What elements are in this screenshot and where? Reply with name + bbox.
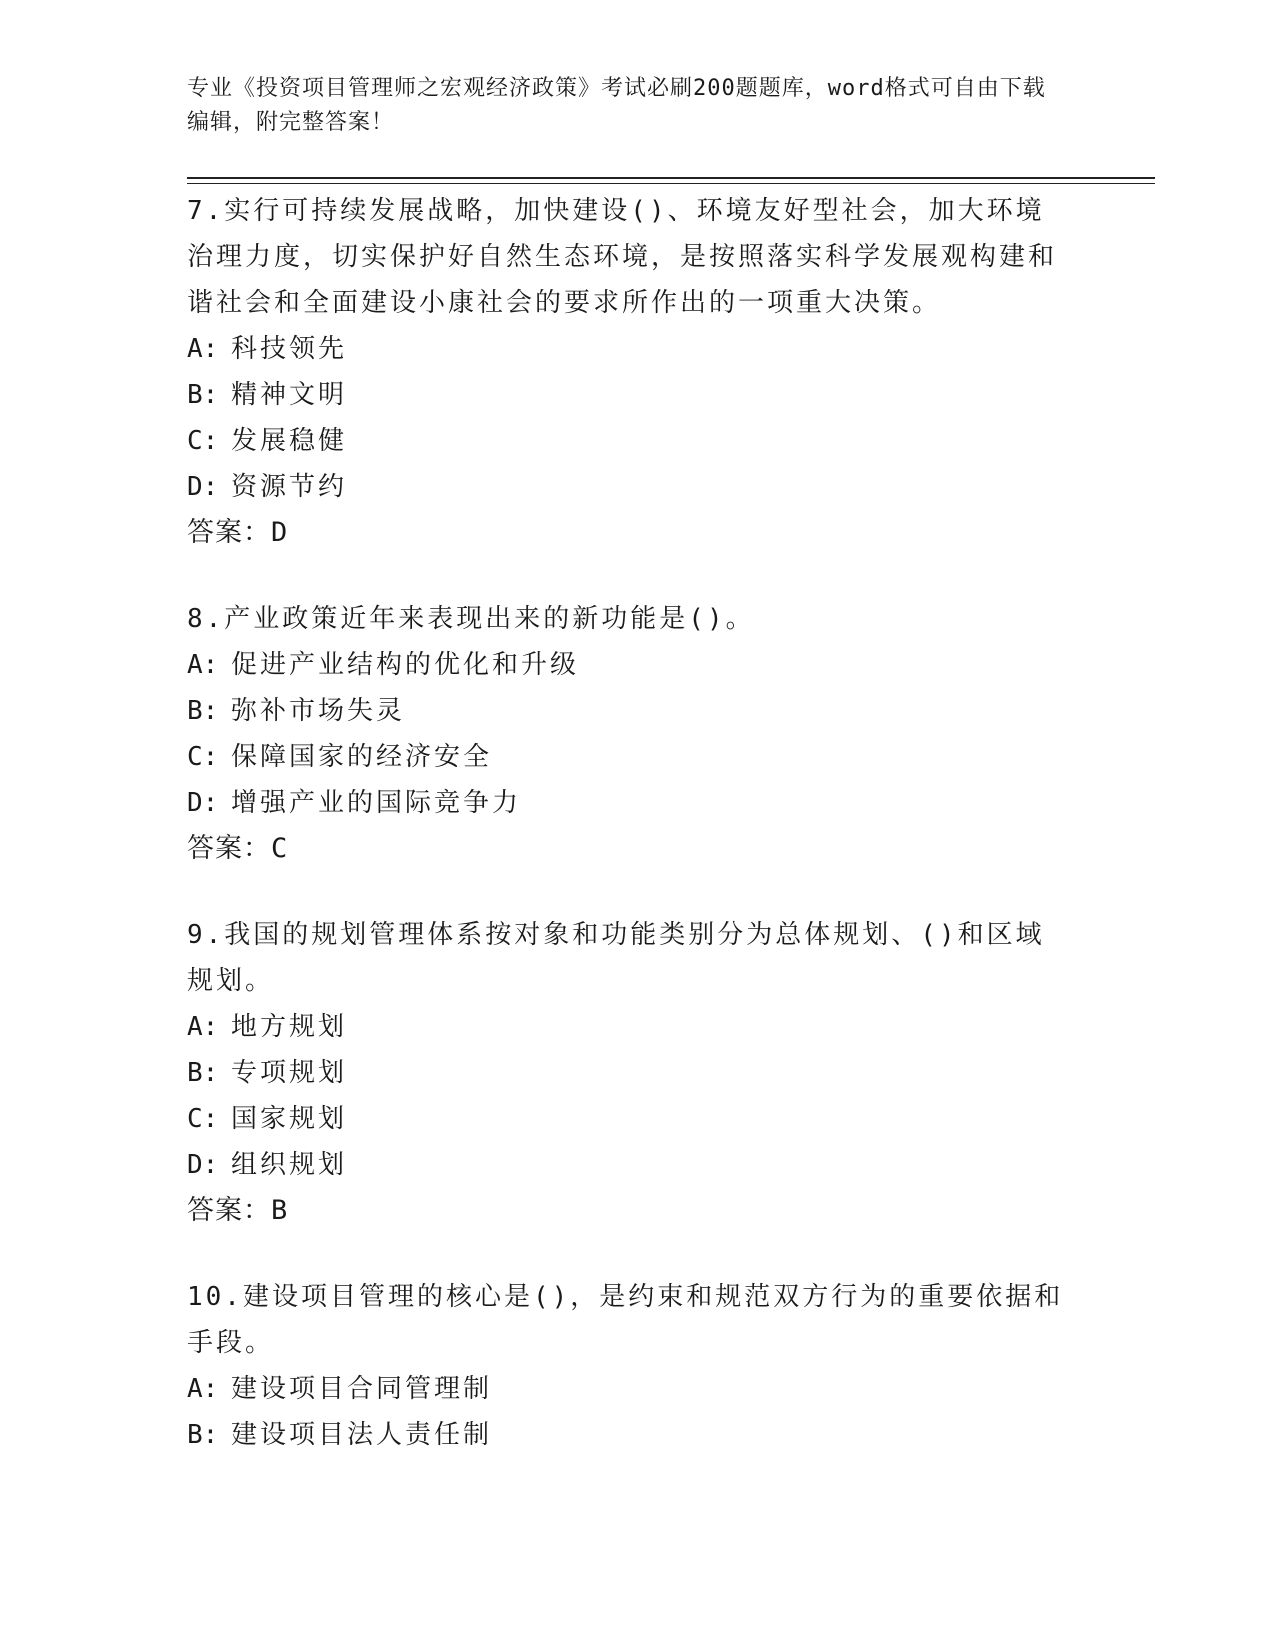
answer-line: 答案：C xyxy=(187,833,289,864)
option-b xyxy=(187,688,1067,734)
option-letter: B: xyxy=(187,380,219,410)
question-7 xyxy=(187,188,1067,556)
option-letter: D: xyxy=(187,472,219,502)
question-stem: 9.我国的规划管理体系按对象和功能类别分为总体规划、()和区域规划。 xyxy=(187,920,1045,996)
question-stem: 10.建设项目管理的核心是()，是约束和规范双方行为的重要依据和手段。 xyxy=(187,1282,1064,1358)
option-letter: A: xyxy=(187,1374,219,1404)
option-a xyxy=(187,1366,1067,1412)
option-d xyxy=(187,780,1067,826)
question-8 xyxy=(187,596,1067,872)
option-text: 组织规划 xyxy=(231,1150,348,1180)
option-letter: B: xyxy=(187,1058,219,1088)
question-list xyxy=(187,188,1067,1498)
option-letter: C: xyxy=(187,426,219,456)
option-text: 精神文明 xyxy=(231,380,348,410)
header-rule-thick xyxy=(187,177,1155,179)
option-a xyxy=(187,1004,1067,1050)
answer-line: 答案：D xyxy=(187,517,289,548)
option-b xyxy=(187,1050,1067,1096)
question-10 xyxy=(187,1274,1067,1458)
option-text: 弥补市场失灵 xyxy=(231,696,406,726)
option-text: 国家规划 xyxy=(231,1104,348,1134)
option-letter: A: xyxy=(187,650,219,680)
question-stem: 7.实行可持续发展战略，加快建设()、环境友好型社会，加大环境治理力度，切实保护好自然生态环境，是按照落实科学发展观构建和谐社会和全面建设小康社会的要求所作出的一项重大决策。 xyxy=(187,196,1058,318)
option-a xyxy=(187,326,1067,372)
option-text: 发展稳健 xyxy=(231,426,348,456)
option-letter: A: xyxy=(187,334,219,364)
option-d xyxy=(187,464,1067,510)
option-text: 专项规划 xyxy=(231,1058,348,1088)
option-a xyxy=(187,642,1067,688)
option-letter: C: xyxy=(187,1104,219,1134)
option-c xyxy=(187,418,1067,464)
option-text: 资源节约 xyxy=(231,472,348,502)
option-letter: B: xyxy=(187,696,219,726)
option-text: 建设项目合同管理制 xyxy=(231,1374,493,1404)
option-b xyxy=(187,372,1067,418)
option-c xyxy=(187,734,1067,780)
option-text: 科技领先 xyxy=(231,334,348,364)
option-text: 地方规划 xyxy=(231,1012,348,1042)
option-letter: A: xyxy=(187,1012,219,1042)
option-text: 增强产业的国际竞争力 xyxy=(231,788,522,818)
option-letter: B: xyxy=(187,1420,219,1450)
header-rule-thin xyxy=(187,183,1155,184)
option-c xyxy=(187,1096,1067,1142)
option-text: 建设项目法人责任制 xyxy=(231,1420,493,1450)
option-text: 保障国家的经济安全 xyxy=(231,742,493,772)
option-b xyxy=(187,1412,1067,1458)
option-letter: D: xyxy=(187,1150,219,1180)
question-stem: 8.产业政策近年来表现出来的新功能是()。 xyxy=(187,604,755,634)
option-letter: C: xyxy=(187,742,219,772)
answer-line: 答案：B xyxy=(187,1195,289,1226)
option-d xyxy=(187,1142,1067,1188)
option-text: 促进产业结构的优化和升级 xyxy=(231,650,580,680)
question-9 xyxy=(187,912,1067,1234)
document-header: 专业《投资项目管理师之宏观经济政策》考试必刷200题题库，word格式可自由下载编辑，附完整答案！ xyxy=(187,76,1046,135)
option-letter: D: xyxy=(187,788,219,818)
